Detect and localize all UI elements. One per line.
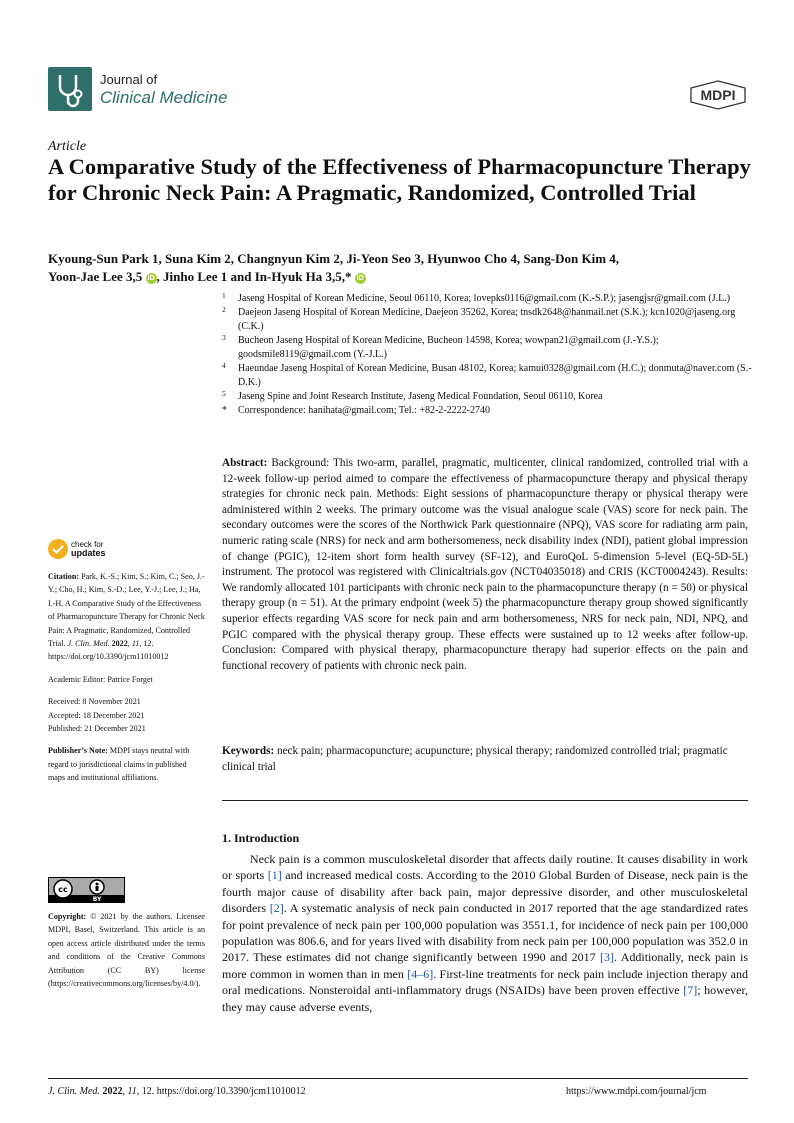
journal-logo: [48, 67, 92, 111]
journal-title: Clinical Medicine: [100, 88, 228, 107]
affiliation-item: 3 Bucheon Jaseng Hospital of Korean Medicine, Bucheon 14598, Korea; wowpan21@gmail.com (J.-Y.S.); goodsmile8119@gmail.com (Y.-J.L.): [222, 333, 659, 360]
abstract: [222, 456, 748, 674]
dates: Received: 8 November 2021 Accepted: 18 December 2021 Published: 21 December 2021: [48, 697, 146, 734]
svg-text:cc: cc: [58, 885, 68, 894]
stethoscope-icon: [48, 67, 92, 111]
section-heading: 1. Introduction: [222, 831, 300, 845]
citation-link[interactable]: [2]: [269, 901, 284, 916]
citation-link[interactable]: [7]: [683, 983, 698, 998]
svg-text:MDPI: MDPI: [700, 87, 736, 103]
mdpi-logo: [689, 80, 747, 114]
citation-block: Citation: Park, K.-S.; Kim, S.; Kim, C.; Seo, J.-Y.; Cho, H.; Kim, S.-D.; Lee, Y.-J.; Lee, J.; Ha, I.-H. A Comparative Study of the Effectiveness of Pharmacopuncture Therapy for Chronic Neck Pain: A Pragmatic, Randomized, Controlled Trial. J. Clin. Med. 2022, 11, 12. https://doi.org/10.3390/jcm11010012: [48, 572, 205, 662]
author-line-1: Kyoung-Sun Park 1, Suna Kim 2, Changnyun Kim 2, Ji-Yeon Seo 3, Hyunwoo Cho 4, Sang-Don Kim 4,: [48, 251, 620, 266]
journal-name: [100, 72, 228, 108]
abstract-label: Abstract:: [222, 457, 268, 469]
author-rest: , Jinho Lee 1 and In-Hyuk Ha 3,5,*: [156, 269, 352, 284]
svg-text:BY: BY: [92, 896, 102, 902]
check-for-updates-badge[interactable]: [47, 538, 69, 564]
orcid-icon[interactable]: iD: [147, 274, 155, 282]
keywords-label: Keywords:: [222, 745, 275, 757]
cc-by-license-badge[interactable]: [48, 877, 125, 903]
mdpi-logo-icon: [689, 80, 747, 110]
footer-citation: J. Clin. Med. 2022, 11, 12. https://doi.org/10.3390/jcm11010012: [48, 1086, 306, 1097]
affiliation-item: 2 Daejeon Jaseng Hospital of Korean Medicine, Daejeon 35262, Korea; tnsdk2648@hanmail.net (S.K.); kcn1020@jaseng.org (C.K.): [222, 305, 736, 332]
article-type: Article: [48, 139, 87, 154]
affiliation-item: 5 Jaseng Spine and Joint Research Institute, Jaseng Medical Foundation, Seoul 06110, Korea: [222, 389, 603, 402]
divider: [222, 800, 748, 801]
affiliation-item: 4 Haeundae Jaseng Hospital of Korean Medicine, Busan 48102, Korea; kamui0328@gmail.com (H.C.); donmuta@naver.com (S.-D.K.): [222, 361, 752, 388]
publishers-note: Publisher’s Note: MDPI stays neutral with regard to jurisdictional claims in published maps and institutional affiliations.: [48, 746, 190, 783]
paper-title: A Comparative Study of the Effectiveness of Pharmacopuncture Therapy for Chronic Neck Pain: A Pragmatic, Randomized, Controlled Trial: [48, 154, 751, 205]
affiliation-item: * Correspondence: hanihata@gmail.com; Tel.: +82-2-2222-2740: [222, 405, 490, 416]
author-list: [48, 250, 748, 286]
copyright: Copyright: © 2021 by the authors. Licensee MDPI, Basel, Switzerland. This article is an open access article distributed under the terms and conditions of the Creative Commons Attribution (CC BY) license (https://creativecommons.org/licenses/by/4.0/).: [48, 912, 206, 989]
author-lee-yj: Yoon-Jae Lee 3,5: [48, 269, 143, 284]
affiliations: [222, 292, 752, 418]
citation-link[interactable]: [1]: [267, 868, 282, 883]
academic-editor: Academic Editor: Patrice Forget: [48, 674, 153, 684]
keywords-text: neck pain; pharmacopuncture; acupuncture; physical therapy; randomized controlled trial; pragmatic clinical trial: [222, 745, 728, 773]
check-for-updates-text[interactable]: check for updates: [71, 540, 106, 558]
intro-paragraph: Neck pain is a common musculoskeletal disorder that affects daily routine. It causes disability in work or sports [1] and increased medical costs. According to the 2010 Global Burden of Disease, neck pain is the fourth major cause of disability after back pain, major depressive disorder, and other musculoskeletal disorders [2]. A systematic analysis of neck pain conducted in 2017 reported that the age standardized rates for point prevalence of neck pain per 100,000 population was 3551.1, for incidence of neck pain per 100,000 population was 806.6, and for years lived with disability from neck pain per 100,000 population was 352.0 in 2017. These estimates did not change significantly between 1990 and 2017 [3]. Additionally, neck pain is more common in women than in men [4–6]. First-line treatments for neck pain include injection therapy and oral medications. Nonsteroidal anti-inflammatory drugs (NSAIDs) have been proven effective [7]; however, they may cause adverse events,: [222, 852, 749, 1014]
sidebar: [48, 570, 205, 794]
orcid-icon[interactable]: iD: [356, 274, 364, 282]
check-updates-icon: [47, 538, 69, 560]
cc-by-icon: [49, 878, 124, 902]
author-line-2: [48, 268, 748, 286]
footer-journal-url[interactable]: https://www.mdpi.com/journal/jcm: [566, 1086, 707, 1097]
footer-divider: [48, 1078, 748, 1079]
journal-of: Journal of: [100, 72, 158, 87]
abstract-text: Background: This two-arm, parallel, pragmatic, multicenter, clinical randomized, controlled trial with a 12-week follow-up period aimed to compare the effectiveness of pharmacopuncture therapy and physical therapy strategies for chronic neck pain. Methods: Eight sessions of pharmacopuncture therapy or physical therapy were administered within 2 weeks. The primary outcome was the visual analogue scale (VAS) score for neck pain. The secondary outcomes were the scores of the Northwick Park questionnaire (NPQ), VAS score for radiating arm pain, numeric rating scale (NRS) for neck and arm bothersomeness, neck disability index (NDI), patient global impression of change (PGIC), 12-item short form health survey (SF-12), and EuroQoL 5-dimension 5-level (EQ-5D-5L) instrument. The protocol was registered with Clinicaltrials.gov (NCT04035018) and CRIS (KCT0004243). Results: We randomly allocated 101 participants with chronic neck pain to the pharmacopuncture therapy (n = 50) or physical therapy group (n = 51). At the primary endpoint (week 5) the pharmacopuncture therapy group showed significantly superior effects regarding VAS score for neck pain and arm bothersomeness, NRS for neck pain, NDI, NPQ, and PGIC compared with the physical therapy group. These effects were sustained up to 12 weeks after follow-up. Conclusion: Compared with physical therapy, pharmacopuncture therapy had superior effects on the pain and functional recovery of patients with chronic neck pain.: [222, 457, 748, 672]
keywords: [222, 744, 748, 775]
affiliation-item: 1 Jaseng Hospital of Korean Medicine, Seoul 06110, Korea; lovepks0116@gmail.com (K.-S.P.); jasengjsr@gmail.com (J.L.): [222, 291, 731, 304]
citation-link[interactable]: [3]: [600, 950, 615, 965]
citation-link[interactable]: [4–6]: [407, 966, 434, 981]
